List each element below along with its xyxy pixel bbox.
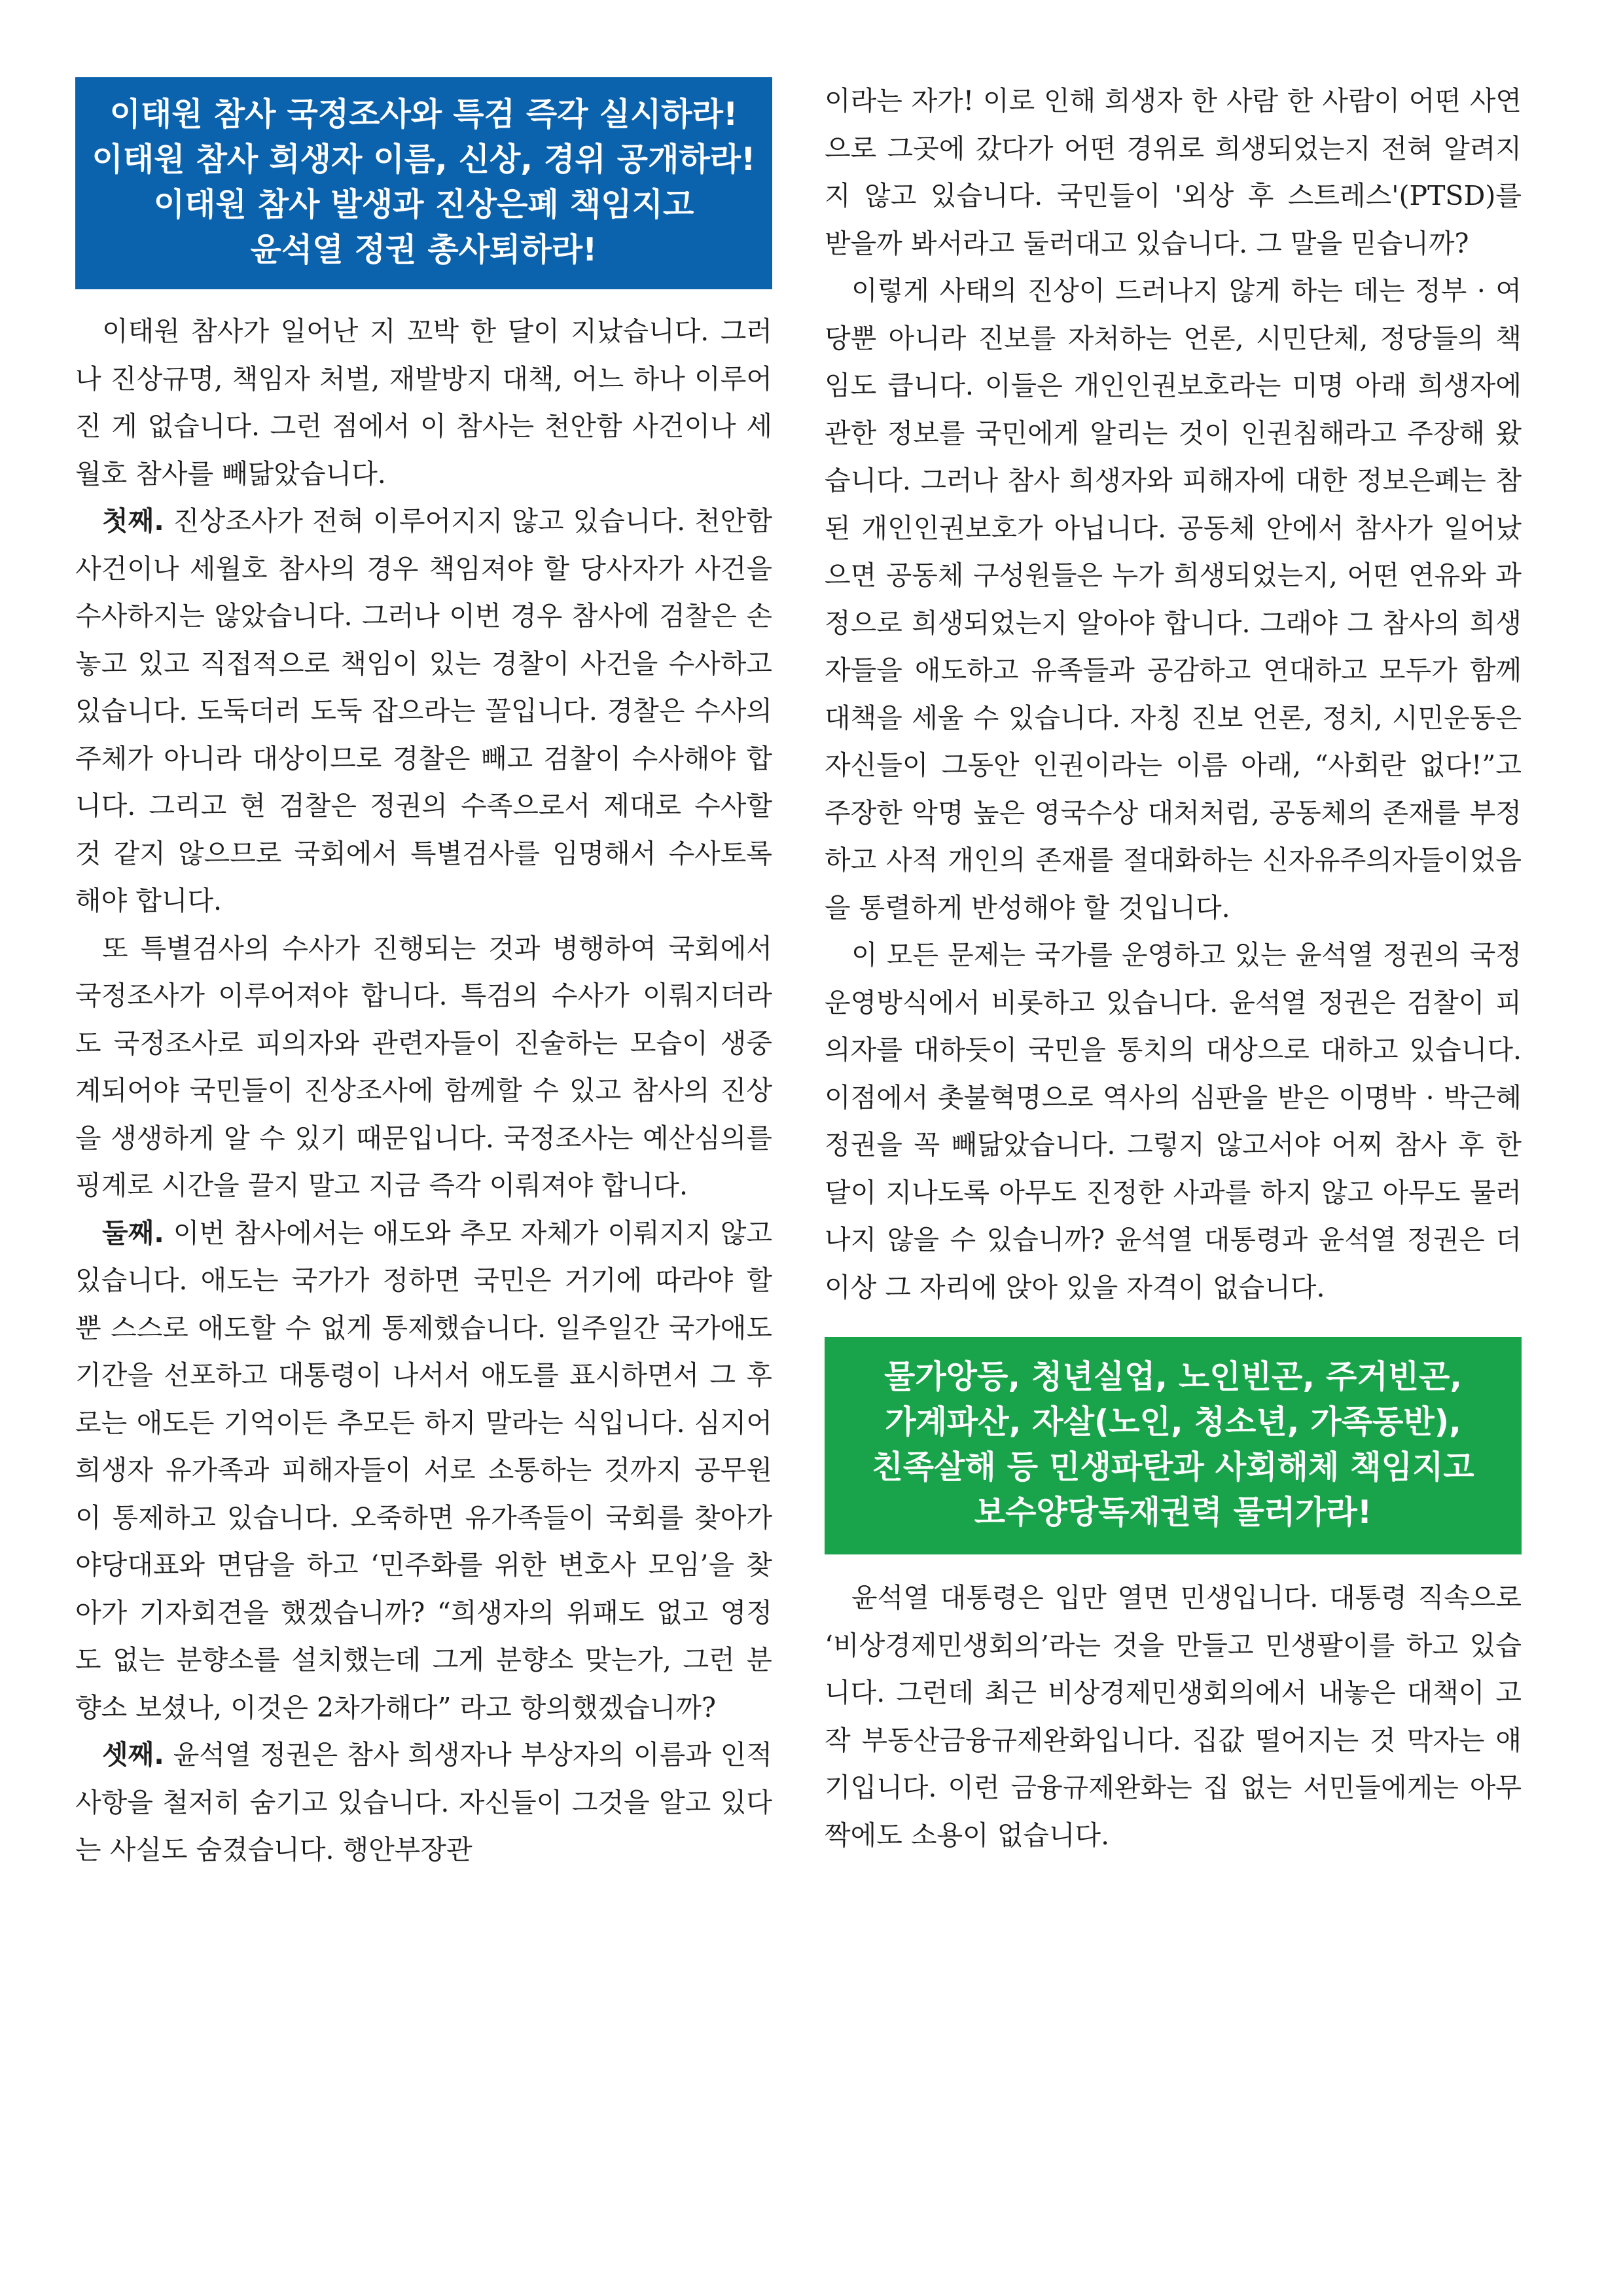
headline-line: 이태원 참사 희생자 이름, 신상, 경위 공개하라! xyxy=(92,141,756,178)
headline-line: 윤석열 정권 총사퇴하라! xyxy=(250,231,597,268)
headline-line: 이태원 참사 발생과 진상은폐 책임지고 xyxy=(153,186,694,223)
intro-paragraph: 이태원 참사가 일어난 지 꼬박 한 달이 지났습니다. 그러나 진상규명, 책임자 처벌, 재발방지 대책, 어느 하나 이루어진 게 없습니다. 그런 점에서 이 참사는 천안함 사건이나 세월호 참사를 빼닮았습니다. xyxy=(75,315,772,490)
first-point-label: 첫째. xyxy=(102,505,164,537)
third-point-text: 윤석열 정권은 참사 희생자나 부상자의 이름과 인적 사항을 철저히 숨기고 있습니다. 자신들이 그것을 알고 있다는 사실도 숨겼습니다. 행안부장관 xyxy=(75,1739,772,1865)
first-point-paragraph xyxy=(75,497,772,925)
livelihood-line: 친족살해 등 민생파탄과 사회해체 책임지고 xyxy=(872,1448,1474,1486)
livelihood-line: 가계파산, 자살(노인, 청소년, 가족동반), xyxy=(885,1403,1461,1441)
livelihood-banner xyxy=(825,1337,1522,1554)
headline-banner xyxy=(75,77,772,289)
second-point-label: 둘째. xyxy=(102,1217,164,1249)
special-prosecutor-paragraph: 또 특별검사의 수사가 진행되는 것과 병행하여 국회에서 국정조사가 이루어져야 합니다. 특검의 수사가 이뤄지더라도 국정조사로 피의자와 관련자들이 진술하는 모습이 생중계되어야 국민들이 진상조사에 함께할 수 있고 참사의 진상을 생생하게 알 수 있기 때문입니다. 국정조사는 예산심의를 핑계로 시간을 끌지 말고 지금 즉각 이뤄져야 합니다. xyxy=(75,932,772,1201)
continued-paragraph: 이라는 자가! 이로 인해 희생자 한 사람 한 사람이 어떤 사연으로 그곳에 갔다가 어떤 경위로 희생되었는지 전혀 알려지지 않고 있습니다. 국민들이 '외상 후 스트레스'(PTSD)를 받을까 봐서라고 둘러대고 있습니다. 그 말을 믿습니까? xyxy=(825,85,1522,259)
first-point-text: 진상조사가 전혀 이루어지지 않고 있습니다. 천안함 사건이나 세월호 참사의 경우 책임져야 할 당사자가 사건을 수사하지는 않았습니다. 그러나 이번 경우 참사에 검찰은 손놓고 있고 직접적으로 책임이 있는 경찰이 사건을 수사하고 있습니다. 도둑더러 도둑 잡으라는 꼴입니다. 경찰은 수사의 주체가 아니라 대상이므로 경찰은 빼고 검찰이 수사해야 합니다. 그리고 현 검찰은 정권의 수족으로서 제대로 수사할 것 같지 않으므로 국회에서 특별검사를 임명해서 수사토록 해야 합니다. xyxy=(75,505,772,916)
governance-paragraph: 이 모든 문제는 국가를 운영하고 있는 윤석열 정권의 국정운영방식에서 비롯하고 있습니다. 윤석열 정권은 검찰이 피의자를 대하듯이 국민을 통치의 대상으로 대하고 있습니다. 이점에서 촛불혁명으로 역사의 심판을 받은 이명박 · 박근혜 정권을 꼭 빼닮았습니다. 그렇지 않고서야 어찌 참사 후 한 달이 지나도록 아무도 진정한 사과를 하지 않고 아무도 물러나지 않을 수 있습니까? 윤석열 대통령과 윤석열 정권은 더 이상 그 자리에 앉아 있을 자격이 없습니다. xyxy=(825,939,1522,1303)
third-point-paragraph xyxy=(75,1731,772,1874)
third-point-label: 셋째. xyxy=(102,1739,164,1770)
second-point-text: 이번 참사에서는 애도와 추모 자체가 이뤄지지 않고 있습니다. 애도는 국가가 정하면 국민은 거기에 따라야 할 뿐 스스로 애도할 수 없게 통제했습니다. 일주일간 국가애도기간을 선포하고 대통령이 나서서 애도를 표시하면서 그 후로는 애도든 기억이든 추모든 하지 말라는 식입니다. 심지어 희생자 유가족과 피해자들이 서로 소통하는 것까지 공무원이 통제하고 있습니다. 오죽하면 유가족들이 국회를 찾아가 야당대표와 면담을 하고 ‘민주화를 위한 변호사 모임’을 찾아가 기자회견을 했겠습니까? “희생자의 위패도 없고 영정도 없는 분향소를 설치했는데 그게 분향소 맞는가, 그런 분향소 보셨나, 이것은 2차가해다” 라고 항의했겠습니까? xyxy=(75,1217,772,1723)
economy-paragraph: 윤석열 대통령은 입만 열면 민생입니다. 대통령 직속으로 ‘비상경제민생회의’라는 것을 만들고 민생팔이를 하고 있습니다. 그런데 최근 비상경제민생회의에서 내놓은 대책이 고작 부동산금융규제완화입니다. 집값 떨어지는 것 막자는 얘기입니다. 이런 금융규제완화는 집 없는 서민들에게는 아무 짝에도 소용이 없습니다. xyxy=(825,1582,1522,1851)
right-column xyxy=(825,77,1522,1859)
second-point-paragraph xyxy=(75,1210,772,1732)
livelihood-line: 보수양당독재권력 물러가라! xyxy=(974,1494,1372,1531)
headline-line: 이태원 참사 국정조사와 특검 즉각 실시하라! xyxy=(109,96,738,133)
left-column xyxy=(75,77,772,1874)
responsibility-paragraph: 이렇게 사태의 진상이 드러나지 않게 하는 데는 정부 · 여당뿐 아니라 진보를 자처하는 언론, 시민단체, 정당들의 책임도 큽니다. 이들은 개인인권보호라는 미명 아래 희생자에 관한 정보를 국민에게 알리는 것이 인권침해라고 주장해 왔습니다. 그러나 참사 희생자와 피해자에 대한 정보은폐는 참된 개인인권보호가 아닙니다. 공동체 안에서 참사가 일어났으면 공동체 구성원들은 누가 희생되었는지, 어떤 연유와 과정으로 희생되었는지 알아야 합니다. 그래야 그 참사의 희생자들을 애도하고 유족들과 공감하고 연대하고 모두가 함께 대책을 세울 수 있습니다. 자칭 진보 언론, 정치, 시민운동은 자신들이 그동안 인권이라는 이름 아래, “사회란 없다!”고 주장한 악명 높은 영국수상 대처처럼, 공동체의 존재를 부정하고 사적 개인의 존재를 절대화하는 신자유주의자들이었음을 통렬하게 반성해야 할 것입니다. xyxy=(825,275,1522,924)
livelihood-line: 물가앙등, 청년실업, 노인빈곤, 주거빈곤, xyxy=(884,1358,1462,1395)
